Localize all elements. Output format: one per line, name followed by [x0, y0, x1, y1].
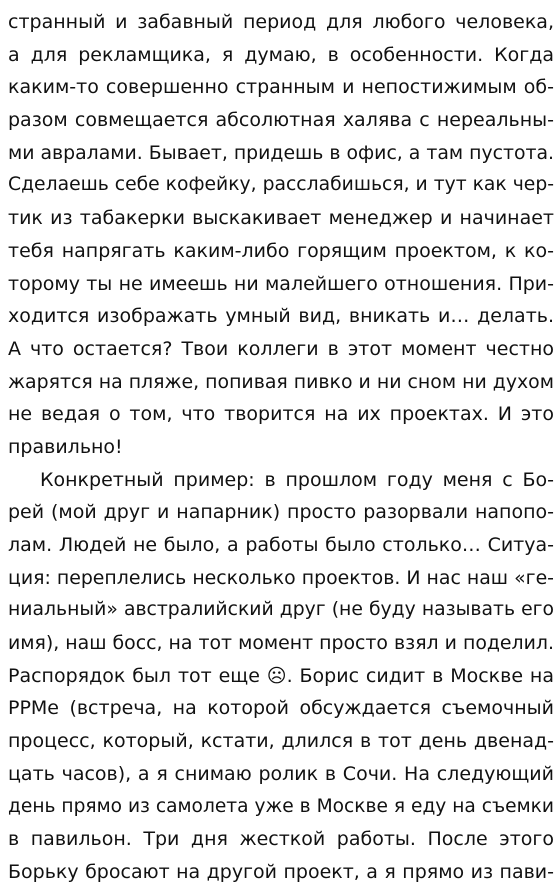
- text-line: Распорядок был тот еще ☹. Борис сидит в Москве на: [8, 664, 554, 687]
- text-line: ция: переплелись несколько проектов. И нас наш «ге-: [8, 566, 554, 589]
- paragraph-1: [8, 6, 554, 464]
- paragraph-2: [8, 464, 554, 889]
- text-line: торому ты не имеешь ни малейшего отношения. При-: [8, 272, 554, 295]
- text-line: правильно!: [8, 435, 123, 458]
- text-line: тик из табакерки выскакивает менеджер и начинает: [8, 207, 554, 230]
- text-line: ми авралами. Бывает, придешь в офис, а там пустота.: [8, 141, 555, 164]
- text-line: тебя напрягать каким-либо горящим проектом, к ко-: [8, 239, 554, 262]
- text-line: Борьку бросают на другой проект, а я прямо из пави-: [8, 860, 554, 883]
- text-line: лам. Людей не было, а работы было столько… Ситуа-: [8, 534, 554, 556]
- text-line: разом совмещается абсолютная халява с нереальны-: [8, 109, 554, 132]
- text-line: А что остается? Твои коллеги в этот момент честно: [8, 337, 554, 360]
- text-line: каким-то совершенно странным и непостижимым об-: [8, 76, 554, 99]
- text-line: странный и забавный период для любого человека,: [8, 11, 554, 33]
- text-line: ниальный» австралийский друг (не буду называть его: [8, 599, 554, 621]
- text-line: рей (мой друг и напарник) просто разорвали напопо-: [8, 501, 554, 524]
- page-text: [8, 6, 554, 889]
- text-line: жарятся на пляже, попивая пивко и ни сном ни духом: [8, 370, 554, 393]
- text-line: день прямо из самолета уже в Москве я еду на съемки: [8, 795, 554, 817]
- text-line: Сделаешь себе кофейку, расслабишься, и тут как чер-: [8, 174, 554, 196]
- text-line: имя), наш босс, на тот момент просто взял и поделил.: [8, 632, 554, 655]
- text-line: PPMe (встреча, на которой обсуждается съемочный: [8, 697, 554, 720]
- text-line: Конкретный пример: в прошлом году меня с Бо-: [40, 468, 554, 491]
- text-line: в павильон. Три дня жесткой работы. После этого: [8, 828, 554, 851]
- text-line: цать часов), а я снимаю ролик в Сочи. На следующий: [8, 762, 554, 785]
- text-line: не ведая о том, что творится на их проектах. И это: [8, 403, 554, 426]
- text-line: а для рекламщика, я думаю, в особенности. Когда: [8, 43, 554, 66]
- text-line: процесс, который, кстати, длился в тот день двенад-: [8, 730, 554, 753]
- text-line: ходится изображать умный вид, вникать и… делать.: [8, 305, 554, 328]
